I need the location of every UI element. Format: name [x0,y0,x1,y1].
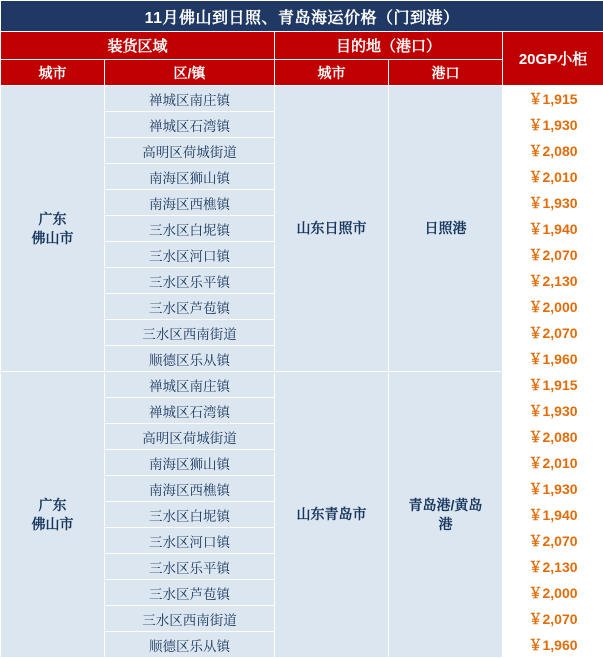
title-row [1,1,603,32]
origin-town-value: 禅城区石湾镇 [105,112,275,138]
price-value: ￥1,940 [503,502,603,528]
origin-town-value: 三水区芦苞镇 [105,580,275,606]
table-row [1,86,603,112]
price-value: ￥2,070 [503,242,603,268]
origin-town-value: 三水区芦苞镇 [105,294,275,320]
price-value: ￥1,940 [503,216,603,242]
origin-town-value: 三水区西南街道 [105,606,275,632]
origin-group-header: 装货区域 [1,32,275,60]
dest-city-value: 山东日照市 [275,86,389,372]
price-value: ￥2,000 [503,294,603,320]
origin-town-value: 禅城区南庄镇 [105,372,275,398]
price-value: ￥2,130 [503,554,603,580]
price-value: ￥2,080 [503,424,603,450]
origin-town-value: 三水区河口镇 [105,242,275,268]
price-value: ￥2,070 [503,606,603,632]
origin-town-value: 三水区白坭镇 [105,216,275,242]
price-value: ￥1,915 [503,372,603,398]
origin-town-value: 南海区西樵镇 [105,476,275,502]
price-value: ￥1,960 [503,632,603,658]
origin-town-header: 区/镇 [105,60,275,86]
dest-port-value: 日照港 [389,86,503,372]
origin-town-value: 三水区河口镇 [105,528,275,554]
origin-town-value: 三水区白坭镇 [105,502,275,528]
dest-port-header: 港口 [389,60,503,86]
origin-town-value: 禅城区南庄镇 [105,86,275,112]
price-value: ￥1,960 [503,346,603,372]
origin-city-value [1,86,105,372]
dest-port-value [389,372,503,658]
price-value: ￥2,010 [503,450,603,476]
origin-city-line2: 佛山市 [1,229,104,248]
origin-town-value: 南海区西樵镇 [105,190,275,216]
origin-town-value: 三水区乐平镇 [105,268,275,294]
origin-town-value: 高明区荷城街道 [105,424,275,450]
price-group-header: 20GP小柜 [503,32,603,86]
origin-town-value: 南海区狮山镇 [105,164,275,190]
price-value: ￥2,130 [503,268,603,294]
dest-city-header: 城市 [275,60,389,86]
price-value: ￥2,010 [503,164,603,190]
price-value: ￥2,080 [503,138,603,164]
origin-town-value: 三水区西南街道 [105,320,275,346]
dest-port-line1: 青岛港/黄岛 [389,496,502,514]
price-value: ￥2,070 [503,528,603,554]
price-value: ￥1,930 [503,112,603,138]
price-value: ￥1,915 [503,86,603,112]
origin-city-line1: 广东 [1,496,104,515]
price-value: ￥2,000 [503,580,603,606]
price-value: ￥1,930 [503,476,603,502]
price-value: ￥2,070 [503,320,603,346]
origin-city-header: 城市 [1,60,105,86]
origin-town-value: 顺德区乐从镇 [105,346,275,372]
destination-group-header: 目的地（港口） [275,32,503,60]
origin-city-line2: 佛山市 [1,515,104,534]
origin-town-value: 三水区乐平镇 [105,554,275,580]
dest-city-value: 山东青岛市 [275,372,389,658]
price-value: ￥1,930 [503,398,603,424]
origin-city-value [1,372,105,658]
origin-town-value: 禅城区石湾镇 [105,398,275,424]
table-row [1,372,603,398]
dest-port-line2: 港 [389,515,502,533]
group-header-row [1,32,603,60]
origin-town-value: 高明区荷城街道 [105,138,275,164]
origin-town-value: 南海区狮山镇 [105,450,275,476]
origin-city-line1: 广东 [1,210,104,229]
price-value: ￥1,930 [503,190,603,216]
origin-town-value: 顺德区乐从镇 [105,632,275,658]
page-title: 11月佛山到日照、青岛海运价格（门到港） [1,1,603,32]
